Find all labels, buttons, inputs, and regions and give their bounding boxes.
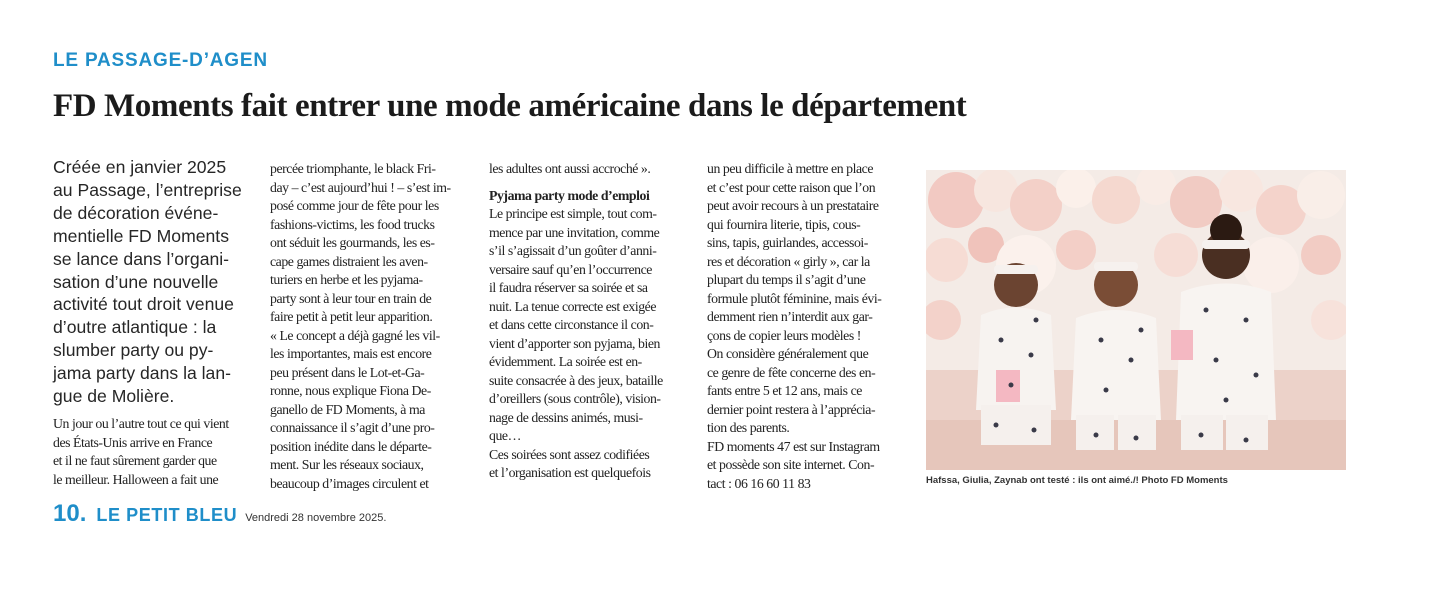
text-line: mence par une invitation, comme: [489, 224, 660, 240]
text-line: fashions-victims, les food trucks: [270, 216, 435, 232]
lead-line: d’outre atlantique : la: [53, 317, 217, 338]
text-line: vient d’apporter son pyjama, bien: [489, 335, 660, 351]
text-line: tact : 06 16 60 11 83: [707, 475, 811, 491]
pyjama-party-photo: [926, 170, 1346, 470]
text-line: évidemment. La soirée est en-: [489, 354, 642, 369]
text-line: cape games distraient les aven-: [270, 253, 428, 269]
article-column-1: [53, 415, 283, 489]
text-line: demment rien n’interdit aux gar-: [707, 309, 873, 324]
text-line: qui fournira literie, tipis, cous-: [707, 216, 861, 232]
lead-line: de décoration événe-: [53, 202, 219, 223]
text-line: et l’organisation est quelquefois: [489, 465, 651, 480]
lead-line: gue de Molière.: [53, 386, 175, 407]
article-column-2: [270, 160, 500, 493]
text-line: d’oreillers (sous contrôle), vision-: [489, 391, 661, 406]
text-line: et dans cette circonstance il con-: [489, 317, 654, 332]
lead-line: jama party dans la lan-: [53, 363, 231, 384]
text-line: Un jour ou l’autre tout ce qui vient: [53, 416, 229, 431]
text-line: connaissance il s’agit d’une pro-: [270, 420, 435, 435]
lead-line: slumber party ou py-: [53, 340, 214, 361]
lead-line: Créée en janvier 2025: [53, 157, 227, 177]
text-line: sins, tapis, guirlandes, accessoi-: [707, 235, 868, 250]
text-line: ment. Sur les réseaux sociaux,: [270, 457, 424, 472]
text-line: et c’est pour cette raison que l’on: [707, 179, 876, 195]
publication-date: Vendredi 28 novembre 2025.: [245, 512, 387, 524]
text-line: peut avoir recours à un prestataire: [707, 198, 879, 213]
text-line: un peu difficile à mettre en place: [707, 161, 874, 176]
text-line: position inédite dans le départe-: [270, 438, 432, 454]
lead-line: au Passage, l’entreprise: [53, 179, 242, 200]
article-lead: [53, 156, 263, 408]
text-line: il faudra réserver sa soirée et sa: [489, 280, 648, 295]
text-line: faire petit à petit leur apparition.: [270, 309, 433, 324]
text-line: ganello de FD Moments, à ma: [270, 401, 425, 417]
text-line: et il ne faut sûrement garder que: [53, 453, 217, 468]
text-line: day – c’est aujourd’hui ! – s’est im-: [270, 179, 451, 195]
text-line: le meilleur. Halloween a fait une: [53, 471, 219, 487]
text-line: formule plutôt féminine, mais évi-: [707, 290, 882, 306]
text-line: suite consacrée à des jeux, bataille: [489, 372, 663, 388]
kicker-location: LE PASSAGE-D’AGEN: [53, 50, 268, 71]
text-line: Ces soirées sont assez codifiées: [489, 446, 650, 462]
text-line: et possède son site internet. Con-: [707, 457, 875, 472]
page-number: 10: [53, 500, 80, 527]
text-line: les adultes ont aussi accroché ».: [489, 161, 651, 176]
text-line: percée triomphante, le black Fri-: [270, 161, 436, 176]
page-number-dot: .: [79, 500, 87, 527]
lead-line: se lance dans l’organi-: [53, 248, 230, 269]
text-line: party sont à leur tour en train de: [270, 290, 432, 306]
text-line: les importantes, mais est encore: [270, 346, 432, 361]
text-line: tion des parents.: [707, 420, 790, 435]
newspaper-name: LE PETIT BLEU: [96, 505, 238, 525]
text-line: que…: [489, 428, 521, 443]
text-line: des États-Unis arrive en France: [53, 434, 213, 450]
article-headline: FD Moments fait entrer une mode américaine dans le département: [53, 88, 967, 124]
text-line: fants entre 5 et 12 ans, mais ce: [707, 383, 862, 398]
text-line: res et décoration « girly », car la: [707, 253, 870, 269]
text-line: [489, 179, 719, 187]
lead-line: mentielle FD Moments: [53, 225, 229, 246]
lead-line: activité tout droit venue: [53, 294, 234, 315]
text-line: s’il s’agissait d’un goûter d’anni-: [489, 243, 657, 258]
text-line: çons de copier leurs modèles !: [707, 327, 861, 343]
text-line: ont séduit les gourmands, les es-: [270, 235, 435, 250]
text-line: dernier point restera à l’apprécia-: [707, 401, 876, 417]
photo-caption: Hafssa, Giulia, Zaynab ont testé : ils ont aimé./! Photo FD Moments: [926, 475, 1228, 486]
text-line: turiers en herbe et les pyjama-: [270, 272, 423, 287]
section-subheading: Pyjama party mode d’emploi: [489, 187, 650, 203]
text-line: On considère généralement que: [707, 346, 869, 361]
text-line: « Le concept a déjà gagné les vil-: [270, 327, 440, 343]
text-line: beaucoup d’images circulent et: [270, 475, 429, 491]
text-line: ronne, nous explique Fiona De-: [270, 383, 431, 398]
article-photo: [926, 170, 1346, 470]
text-line: Le principe est simple, tout com-: [489, 206, 657, 221]
text-line: posé comme jour de fête pour les: [270, 198, 439, 213]
lead-line: sation d’une nouvelle: [53, 271, 219, 292]
page-folio: [53, 500, 386, 528]
text-line: FD moments 47 est sur Instagram: [707, 438, 880, 454]
text-line: plupart du temps il s’agit d’une: [707, 272, 866, 287]
article-column-4: [707, 160, 937, 493]
text-line: versaire sauf qu’en l’occurrence: [489, 261, 652, 277]
text-line: peu présent dans le Lot-et-Ga-: [270, 364, 425, 380]
article-column-3: [489, 160, 719, 483]
text-line: nuit. La tenue correcte est exigée: [489, 298, 657, 314]
text-line: nage de dessins animés, musi-: [489, 409, 643, 425]
text-line: ce genre de fête concerne des en-: [707, 364, 876, 380]
